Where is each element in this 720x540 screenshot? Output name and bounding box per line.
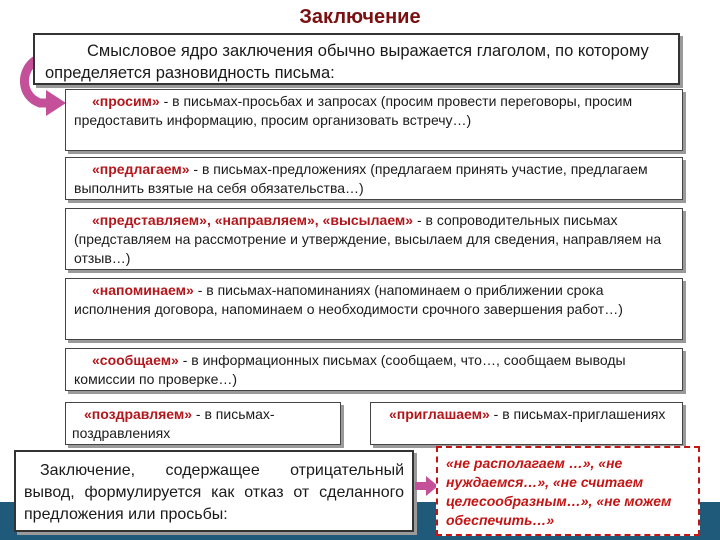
item-keyword: «сообщаем» <box>92 352 179 368</box>
item-priglashaem <box>370 402 683 445</box>
item-description: - в письмах-просьбах и запросах (просим провести переговоры, просим предоставить информацию, просим организовать встречу…) <box>74 93 633 128</box>
item-description: - в письмах-предложениях (предлагаем принять участие, предлагаем выполнить взятые на себя обязательства…) <box>74 161 648 196</box>
item-keyword: «напоминаем» <box>92 282 194 298</box>
item-keyword: «представляем», «направляем», «высылаем» <box>92 212 414 228</box>
item-napominaem <box>65 278 683 340</box>
item-soobshchaem <box>65 348 683 391</box>
intro-box <box>33 33 680 85</box>
item-description: - в письмах-напоминаниях (напоминаем о приближении срока исполнения договора, напоминаем о необходимости срочного завершения работ…) <box>74 282 623 317</box>
item-description: - в информационных письмах (сообщаем, что…, сообщаем выводы комиссии по проверке…) <box>74 352 626 387</box>
item-keyword: «приглашаем» <box>389 406 490 422</box>
item-pozdravlyaem <box>65 402 341 445</box>
item-keyword: «просим» <box>92 93 160 109</box>
item-predstavlyaem <box>65 208 683 270</box>
item-keyword: «предлагаем» <box>92 161 190 177</box>
negative-examples-text: «не располагаем …», «не нуждаемся…», «не считаем целесообразным…», «не можем обеспечить…» <box>446 455 672 528</box>
intro-text: Смысловое ядро заключения обычно выражается глаголом, по которому определяется разновидность письма: <box>45 42 649 82</box>
item-prosim <box>65 89 683 151</box>
item-predlagaem <box>65 157 683 200</box>
item-keyword: «поздравляем» <box>84 406 193 422</box>
negative-conclusion-box <box>14 450 414 532</box>
negative-conclusion-text: Заключение, содержащее отрицательный вывод, формулируется как отказ от сделанного предложения или просьбы: <box>24 462 404 523</box>
slide-title: Заключение <box>299 6 421 28</box>
item-description: - в письмах-приглашениях <box>489 406 666 422</box>
item-description: - в письмах-поздравлениях <box>72 406 275 441</box>
negative-examples-box <box>436 446 700 536</box>
item-description: - в сопроводительных письмах (представляем на рассмотрение и утверждение, высылаем для сведения, направляем на отзыв…) <box>74 212 662 266</box>
